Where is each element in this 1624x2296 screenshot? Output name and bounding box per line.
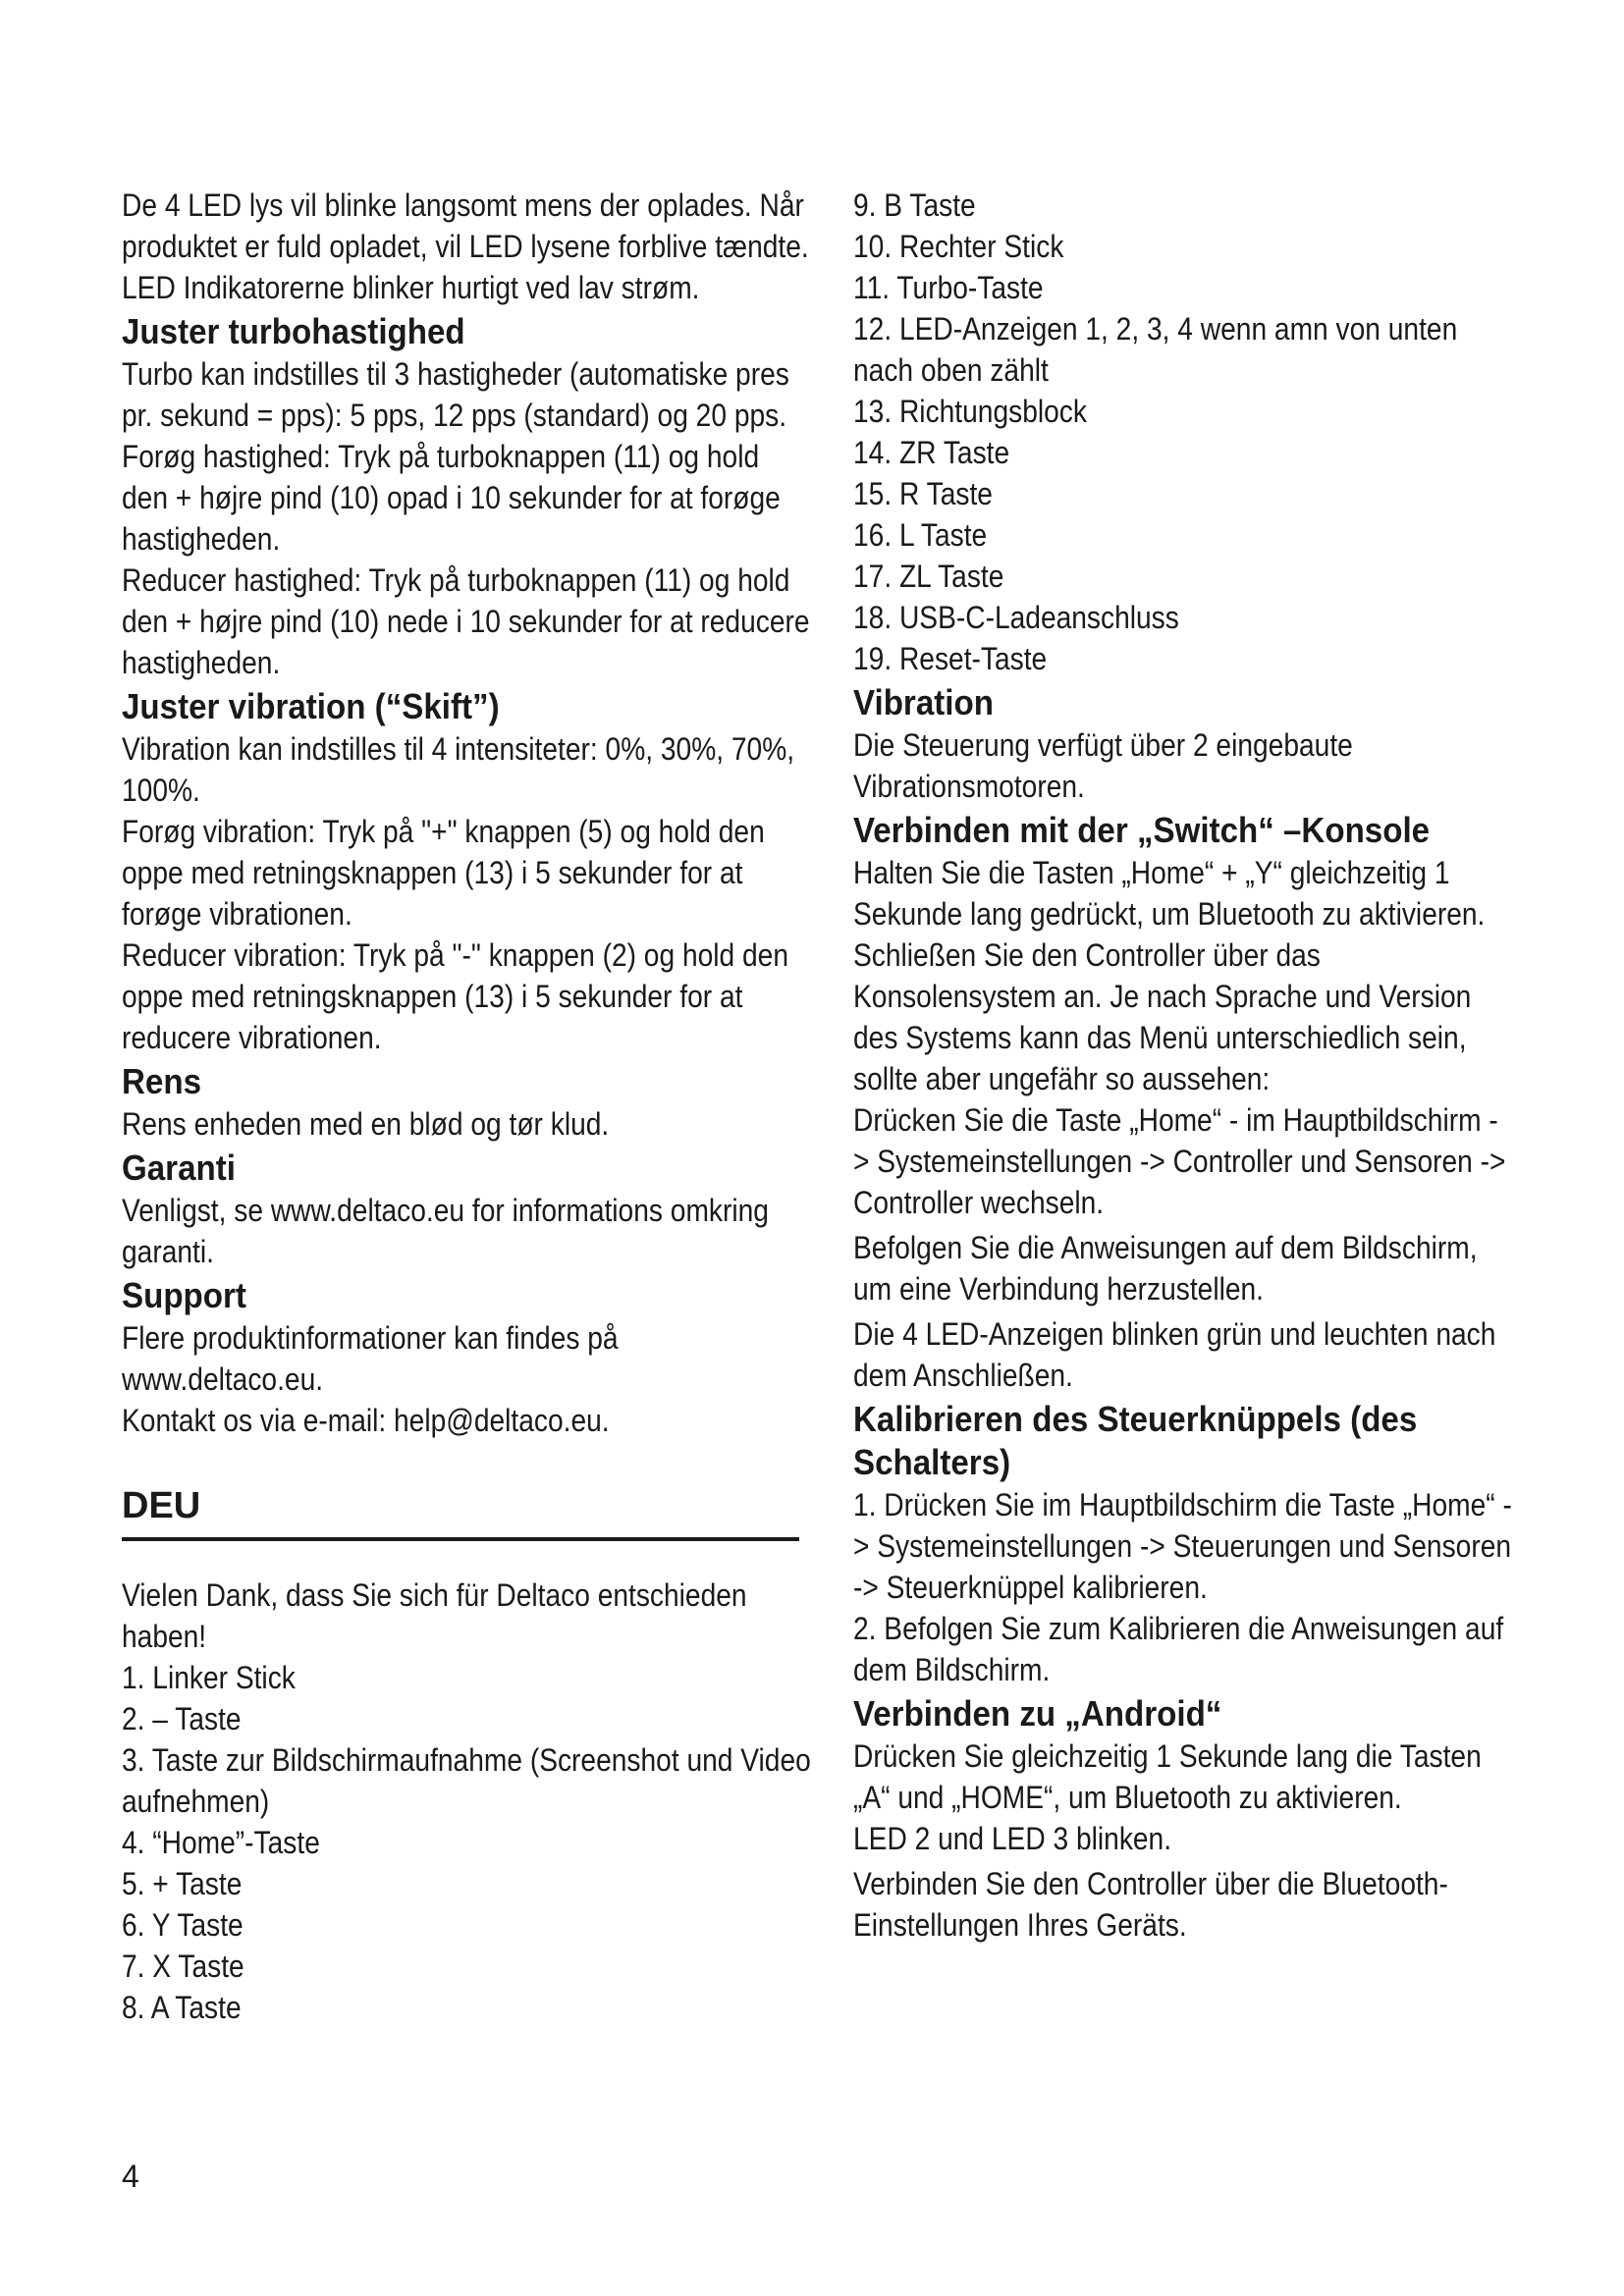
rens-paragraph: Rens enheden med en blød og tør klud.: [122, 1106, 610, 1142]
vibration-paragraph: Reducer vibration: Tryk på "-" knappen (2) og hold den oppe med retningsknappen (13) i 5 sekunder for at reducere vibrationen.: [122, 937, 789, 1055]
vibration-paragraph-de: Die Steuerung verfügt über 2 eingebaute Vibrationsmotoren.: [853, 727, 1353, 804]
section-divider: [122, 1537, 799, 1541]
list-item: 4. “Home”-Taste: [122, 1825, 320, 1860]
page-number: 4: [122, 2159, 139, 2194]
deu-section-title: DEU: [122, 1485, 201, 1526]
vibration-heading-de: Vibration: [853, 682, 994, 722]
list-item: 15. R Taste: [853, 476, 993, 511]
list-item: 13. Richtungsblock: [853, 394, 1087, 429]
calibrate-paragraph: 2. Befolgen Sie zum Kalibrieren die Anweisungen auf dem Bildschirm.: [853, 1611, 1504, 1687]
list-item: 10. Rechter Stick: [853, 229, 1064, 264]
vibration-paragraph: Forøg vibration: Tryk på "+" knappen (5) og hold den oppe med retningsknappen (13) i 5 sekunder for at forøge vibrationen.: [122, 814, 765, 932]
turbo-heading: Juster turbohastighed: [122, 311, 465, 351]
list-item: 18. USB-C-Ladeanschluss: [853, 600, 1179, 635]
support-paragraph: Kontakt os via e-mail: help@deltaco.eu.: [122, 1403, 610, 1438]
rens-heading: Rens: [122, 1061, 201, 1101]
list-item: 6. Y Taste: [122, 1907, 244, 1943]
list-item: 3. Taste zur Bildschirmaufnahme (Screenshot und Video aufnehmen): [122, 1742, 811, 1819]
vibration-heading: Juster vibration (“Skift”): [122, 686, 500, 726]
list-item: 17. ZL Taste: [853, 559, 1004, 594]
charging-paragraph-2: LED Indikatorerne blinker hurtigt ved lav strøm.: [122, 270, 700, 305]
list-item: 2. – Taste: [122, 1701, 242, 1736]
list-item: 9. B Taste: [853, 187, 976, 223]
calibrate-paragraph: 1. Drücken Sie im Hauptbildschirm die Taste „Home“ -> Systemeinstellungen -> Steuerungen und Sensoren -> Steuerknüppel kalibrieren.: [853, 1487, 1512, 1605]
switch-heading: Verbinden mit der „Switch“ –Konsole: [853, 810, 1431, 850]
left-column: [122, 185, 809, 2028]
list-item: 12. LED-Anzeigen 1, 2, 3, 4 wenn amn von unten nach oben zählt: [853, 311, 1458, 388]
list-item: 16. L Taste: [853, 517, 988, 553]
list-item: 8. A Taste: [122, 1990, 242, 2025]
garanti-paragraph: Venligst, se www.deltaco.eu for informations omkring garanti.: [122, 1193, 769, 1269]
android-paragraph: LED 2 und LED 3 blinken.: [853, 1821, 1172, 1856]
android-paragraph: Verbinden Sie den Controller über die Bluetooth-Einstellungen Ihres Geräts.: [853, 1866, 1448, 1943]
list-item: 5. + Taste: [122, 1866, 243, 1901]
charging-paragraph-1: De 4 LED lys vil blinke langsomt mens der oplades. Når produktet er fuld opladet, vil LED lysene forblive tændte.: [122, 187, 809, 264]
turbo-paragraph: Forøg hastighed: Tryk på turboknappen (11) og hold den + højre pind (10) opad i 10 sekunder for at forøge hastigheden.: [122, 439, 781, 557]
switch-paragraph: Halten Sie die Tasten „Home“ + „Y“ gleichzeitig 1 Sekunde lang gedrückt, um Bluetooth zu aktivieren.: [853, 855, 1486, 932]
list-item: 11. Turbo-Taste: [853, 270, 1044, 305]
switch-paragraph: Schließen Sie den Controller über das Konsolensystem an. Je nach Sprache und Version des Systems kann das Menü unterschiedlich sein, sollte aber ungefähr so aussehen:: [853, 937, 1472, 1096]
switch-paragraph: Befolgen Sie die Anweisungen auf dem Bildschirm, um eine Verbindung herzustellen.: [853, 1230, 1478, 1307]
android-paragraph: Drücken Sie gleichzeitig 1 Sekunde lang die Tasten „A“ und „HOME“, um Bluetooth zu aktivieren.: [853, 1738, 1482, 1815]
calibrate-heading: Kalibrieren des Steuerknüppels (des Schalters): [853, 1399, 1418, 1482]
turbo-paragraph: Turbo kan indstilles til 3 hastigheder (automatiske pres pr. sekund = pps): 5 pps, 12 pps (standard) og 20 pps.: [122, 356, 789, 433]
switch-paragraph: Die 4 LED-Anzeigen blinken grün und leuchten nach dem Anschließen.: [853, 1316, 1496, 1393]
switch-paragraph: Drücken Sie die Taste „Home“ - im Hauptbildschirm -> Systemeinstellungen -> Controller und Sensoren -> Controller wechseln.: [853, 1102, 1506, 1220]
deu-intro: Vielen Dank, dass Sie sich für Deltaco entschieden haben!: [122, 1577, 747, 1654]
list-item: 1. Linker Stick: [122, 1660, 296, 1695]
vibration-paragraph: Vibration kan indstilles til 4 intensiteter: 0%, 30%, 70%, 100%.: [122, 731, 795, 808]
right-column: [853, 185, 1511, 1946]
garanti-heading: Garanti: [122, 1148, 236, 1188]
support-paragraph: Flere produktinformationer kan findes på www.deltaco.eu.: [122, 1320, 619, 1397]
list-item: 7. X Taste: [122, 1949, 244, 1984]
android-heading: Verbinden zu „Android“: [853, 1693, 1222, 1734]
support-heading: Support: [122, 1275, 246, 1315]
turbo-paragraph: Reducer hastighed: Tryk på turboknappen (11) og hold den + højre pind (10) nede i 10 sekunder for at reducere hastigheden.: [122, 562, 810, 680]
list-item: 19. Reset-Taste: [853, 641, 1048, 676]
list-item: 14. ZR Taste: [853, 435, 1010, 470]
